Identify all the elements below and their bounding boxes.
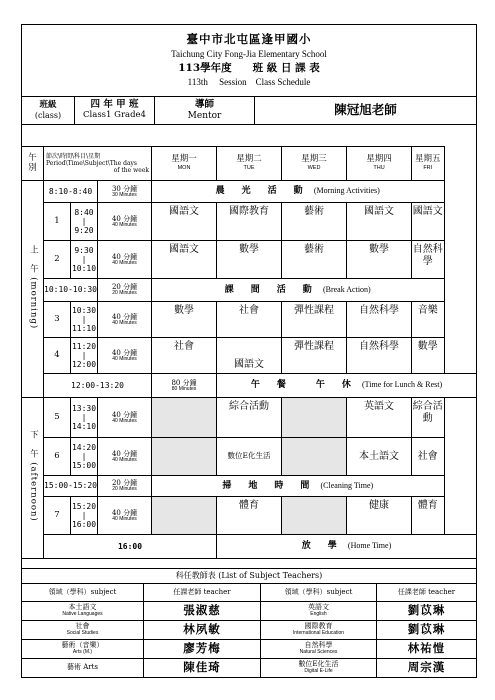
- duration: 20 分鐘 20 Minutes: [98, 476, 152, 497]
- teachers-col-field: 領域（學科）subject: [261, 584, 377, 602]
- teachers-col-field: 領域（學科）subject: [22, 584, 144, 602]
- time-range: 8:10-8:40: [44, 181, 98, 203]
- subject-field: 國際教育 International Education: [261, 621, 377, 640]
- class-value: 四 年 甲 班 Class1 Grade4: [75, 97, 155, 125]
- morning-label: 上 午 (morning): [22, 181, 44, 398]
- subject-field: 數位E化生活 Digital E-Life: [261, 659, 377, 678]
- subject-cell-empty: [152, 398, 217, 438]
- subject-cell: 社會: [152, 338, 217, 374]
- duration: 40 分鐘 40 Minutes: [98, 203, 152, 241]
- table-row: [22, 497, 477, 535]
- subject-cell-empty: [152, 438, 217, 476]
- duration: 80 分鐘 80 Minutes: [152, 374, 217, 398]
- period-time: 14:20 | 15:00: [71, 438, 98, 476]
- period-number: 4: [44, 338, 71, 374]
- subject-cell: 社會: [412, 438, 444, 476]
- cleaning-activity-row: [22, 476, 477, 497]
- period-number: 2: [44, 241, 71, 279]
- corner-header: 節次\時間\科目\星期 Period\Time\Subject\The days of the week: [44, 147, 152, 181]
- afternoon-label: 下 午 (afternoon): [22, 398, 44, 559]
- home-time: 16:00: [44, 535, 217, 559]
- table-row: [22, 241, 477, 279]
- schedule-page: [21, 24, 477, 678]
- duration: 40 分鐘 40 Minutes: [98, 438, 152, 476]
- class-label: 班級 (class): [22, 97, 75, 125]
- subject-cell: 藝術: [282, 241, 347, 279]
- teachers-col-teacher: 任課老師 teacher: [144, 584, 261, 602]
- subject-cell: 自然科學: [347, 302, 412, 338]
- duration: 40 分鐘 40 Minutes: [98, 398, 152, 438]
- period-number: 6: [44, 438, 71, 476]
- teachers-col-teacher: 任課老師 teacher: [377, 584, 477, 602]
- subject-cell: 體育: [412, 497, 444, 535]
- subject-field: 本土語文 Native Languages: [22, 602, 144, 621]
- subject-cell: 綜合活動: [412, 398, 444, 438]
- subject-cell: 數學: [347, 241, 412, 279]
- period-time: 11:20 | 12:00: [71, 338, 98, 374]
- teacher-name: 劉苡琳: [377, 621, 477, 640]
- home-time-row: [22, 535, 477, 559]
- table-row: [22, 203, 477, 241]
- subject-cell: 體育: [217, 497, 282, 535]
- subject-field: 社會 Social Studies: [22, 621, 144, 640]
- time-range: 15:00-15:20: [44, 476, 98, 497]
- duration: 30 分鐘 30 Minutes: [98, 181, 152, 203]
- cleaning-activity: 掃 地 時 間 (Cleaning Time): [152, 476, 444, 497]
- break-activity-row: [22, 279, 477, 302]
- session-title-en: 113th Session Class Schedule: [187, 77, 311, 87]
- subject-cell: 綜合活動: [217, 398, 282, 438]
- subject-cell: 數位E化生活: [217, 438, 282, 476]
- class-info-table: [21, 96, 477, 125]
- teacher-name: 陳佳琦: [144, 659, 261, 678]
- subject-cell-empty: [282, 438, 347, 476]
- lunch-activity-row: [22, 374, 477, 398]
- subject-cell: 國語文: [347, 203, 412, 241]
- day-header-tue: 星期二 TUE: [217, 147, 282, 181]
- subject-cell: 數學: [152, 302, 217, 338]
- teacher-row: [22, 602, 477, 621]
- subject-cell: 國語文: [152, 203, 217, 241]
- schedule-title: 113學年度 班 級 日 課 表: [178, 62, 320, 74]
- time-range: 12:00-13:20: [44, 374, 152, 398]
- period-time: 8:40 | 9:20: [71, 203, 98, 241]
- subject-field: 自然科學 Natural Sciences: [261, 640, 377, 659]
- teacher-name: 張淑慈: [144, 602, 261, 621]
- period-time: 9:30 | 10:10: [71, 241, 98, 279]
- table-row: [22, 338, 477, 374]
- subject-cell: 藝術: [282, 203, 347, 241]
- period-number: 7: [44, 497, 71, 535]
- duration: 20 分鐘 20 Minutes: [98, 279, 152, 302]
- duration: 40 分鐘 40 Minutes: [98, 338, 152, 374]
- subject-cell: 數學: [412, 338, 444, 374]
- mentor-name: 陳冠旭老師: [255, 97, 477, 125]
- subject-field: 藝術（音樂） Arts (M.): [22, 640, 144, 659]
- period-number: 3: [44, 302, 71, 338]
- period-number: 1: [44, 203, 71, 241]
- period-time: 10:30 | 11:10: [71, 302, 98, 338]
- school-name-zh: 臺中市北屯區逢甲國小: [186, 32, 312, 46]
- school-name-en: Taichung City Fong-Jia Elementary School: [171, 49, 327, 59]
- subject-cell: 數學: [217, 241, 282, 279]
- day-header-fri: 星期五 FRI: [412, 147, 444, 181]
- duration: 40 分鐘 40 Minutes: [98, 497, 152, 535]
- day-header-mon: 星期一 MON: [152, 147, 217, 181]
- teacher-row: [22, 621, 477, 640]
- subject-cell: 社會: [217, 302, 282, 338]
- break-activity: 課 間 活 動 (Break Action): [152, 279, 444, 302]
- teacher-name: 周宗漢: [377, 659, 477, 678]
- subject-cell: 自然科學: [347, 338, 412, 374]
- subject-cell: 國語文: [217, 338, 282, 374]
- period-type-header: 午 別: [22, 147, 44, 181]
- subject-field: 英語文 English: [261, 602, 377, 621]
- subject-cell: 國語文: [152, 241, 217, 279]
- subject-cell: 本土語文: [347, 438, 412, 476]
- table-row: [22, 398, 477, 438]
- period-time: 15:20 | 16:00: [71, 497, 98, 535]
- morning-activity-row: [22, 181, 477, 203]
- subject-cell: 國際教育: [217, 203, 282, 241]
- duration: 40 分鐘 40 Minutes: [98, 302, 152, 338]
- subject-cell-empty: [152, 497, 217, 535]
- teacher-row: [22, 640, 477, 659]
- morning-activity: 晨 光 活 動 (Morning Activities): [152, 181, 444, 203]
- table-row: [22, 438, 477, 476]
- teacher-name: 廖芳梅: [144, 640, 261, 659]
- mentor-label: 導師 Mentor: [155, 97, 255, 125]
- subject-cell: 彈性課程: [282, 338, 347, 374]
- timetable: [21, 146, 477, 559]
- subject-cell: 健康: [347, 497, 412, 535]
- teacher-row: [22, 659, 477, 678]
- period-number: 5: [44, 398, 71, 438]
- teacher-name: 林夙敏: [144, 621, 261, 640]
- lunch-activity: 午 餐 午 休 (Time for Lunch & Rest): [217, 374, 477, 398]
- subject-cell: 彈性課程: [282, 302, 347, 338]
- period-time: 13:30 | 14:10: [71, 398, 98, 438]
- day-header-wed: 星期三 WED: [282, 147, 347, 181]
- subject-cell-empty: [282, 497, 347, 535]
- home-activity: 放 學 (Home Time): [217, 535, 477, 559]
- teachers-title: 科任教師表 (List of Subject Teachers): [22, 569, 477, 584]
- subject-cell: 音樂: [412, 302, 444, 338]
- subject-field: 藝術 Arts: [22, 659, 144, 678]
- subject-teachers-table: [21, 568, 477, 678]
- subject-cell-empty: [282, 398, 347, 438]
- subject-cell: 國語文: [412, 203, 444, 241]
- time-range: 10:10-10:30: [44, 279, 98, 302]
- subject-cell: 英語文: [347, 398, 412, 438]
- teacher-name: 劉苡琳: [377, 602, 477, 621]
- subject-cell: 自然科學: [412, 241, 444, 279]
- duration: 40 分鐘 40 Minutes: [98, 241, 152, 279]
- table-row: [22, 302, 477, 338]
- teacher-name: 林祐愷: [377, 640, 477, 659]
- day-header-thu: 星期四 THU: [347, 147, 412, 181]
